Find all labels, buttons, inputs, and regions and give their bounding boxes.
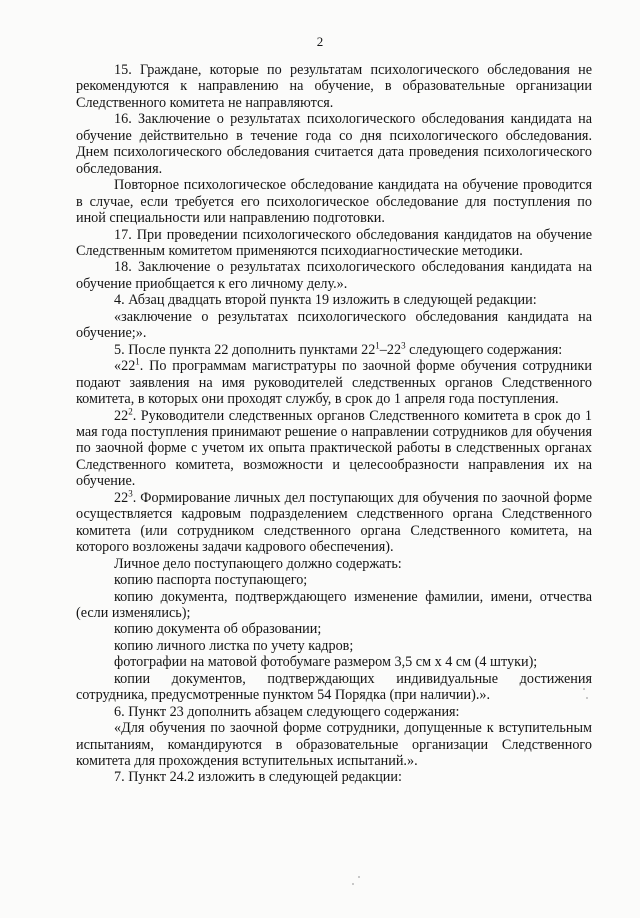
paragraph-repeat-exam: Повторное психологическое обследование кандидата на обучение проводится в случае, если требуется его психологическое обследование для поступления по иной специальности или направлению подготовки. — [76, 177, 592, 227]
amendment-5-sup2: 3 — [401, 339, 406, 350]
paragraph-22-1-text: . По программам магистратуры по заочной форме обучения сотрудники подают заявления на имя руководителей следственных органов Следственного комитета, в которых они проходят службу, в срок до 1 апреля года поступления. — [76, 358, 592, 408]
paragraph-22-1-num: «22 — [114, 358, 136, 375]
amendment-7: 7. Пункт 24.2 изложить в следующей редакции: — [114, 769, 402, 786]
paragraph-15: 15. Граждане, которые по результатам психологического обследования не рекомендуются к направлению на обучение, в образовательные организации Следственного комитета не направляются. — [76, 62, 592, 111]
list-item-achievements: копии документов, подтверждающих индивидуальные достижения сотрудника, предусмотренные пунктом 54 Порядка (при наличии).». — [76, 670, 592, 704]
paragraph-22-3-text: . Формирование личных дел поступающих для обучения по заочной форме осуществляется кадровым подразделением следственного органа Следственного комитета (или сотрудником следственного органа Следственного комитета, на которого возложены задачи кадрового обеспечения). — [76, 489, 592, 556]
paragraph-22-3 — [76, 490, 592, 556]
scan-speck — [352, 883, 354, 885]
paragraph-22-2 — [76, 405, 592, 490]
amendment-4-text: «заключение о результатах психологического обследования кандидата на обучение;». — [76, 308, 592, 342]
paragraph-18: 18. Заключение о результатах психологического обследования кандидата на обучение приобщается к его личному делу.». — [76, 259, 592, 292]
personal-file-intro: Личное дело поступающего должно содержать: — [114, 555, 402, 572]
amendment-6-text: «Для обучения по заочной форме сотрудники, допущенные к вступительным испытаниям, командируются в образовательные организации Следственного комитета для прохождения вступительных испытаний.». — [76, 720, 592, 770]
paragraph-22-2-sup: 2 — [128, 405, 133, 416]
paragraph-22-2-text: . Руководители следственных органов Следственного комитета в срок до 1 мая года поступления принимают решение о направлении сотрудников для обучения по заочной форме с учетом их опыта практической работы в следственных органах Следственного комитета, возможности и целесообразности направления их на обучение. — [76, 407, 592, 490]
paragraph-22-3-num: 22 — [114, 489, 129, 506]
amendment-5-sup1: 1 — [375, 339, 380, 350]
document-body — [76, 62, 592, 786]
amendment-5-after: следующего содержания: — [405, 341, 563, 358]
amendment-5-between: –22 — [379, 341, 402, 358]
paragraph-22-3-sup: 3 — [128, 488, 133, 499]
amendment-5 — [76, 339, 592, 358]
scan-speck — [586, 697, 588, 699]
list-item-photos: фотографии на матовой фотобумаге размером 3,5 см х 4 см (4 штуки); — [114, 654, 538, 671]
paragraph-16: 16. Заключение о результатах психологического обследования кандидата на обучение действительно в течение года со дня психологического обследования. Днем психологического обследования считается дата проведения психологического обследования. — [76, 111, 592, 177]
amendment-5-before: 5. После пункта 22 дополнить пунктами 22 — [114, 341, 376, 358]
paragraph-17: 17. При проведении психологического обследования кандидатов на обучение Следственным комитетом применяются психодиагностические методики. — [76, 226, 592, 259]
amendment-4: 4. Абзац двадцать второй пункта 19 изложить в следующей редакции: — [114, 292, 537, 309]
amendment-6: 6. Пункт 23 дополнить абзацем следующего содержания: — [114, 703, 460, 720]
paragraph-22-1-sup: 1 — [135, 356, 140, 367]
list-item-name-change: копию документа, подтверждающего изменение фамилии, имени, отчества (если изменялись); — [76, 588, 592, 621]
list-item-education: копию документа об образовании; — [114, 621, 322, 638]
page-number: 2 — [316, 34, 324, 49]
scan-speck — [358, 876, 360, 878]
paragraph-22-2-num: 22 — [114, 407, 129, 424]
list-item-personnel-sheet: копию личного листка по учету кадров; — [114, 637, 354, 654]
scan-speck — [583, 688, 585, 690]
paragraph-22-1 — [76, 358, 592, 407]
list-item-passport: копию паспорта поступающего; — [114, 572, 308, 589]
